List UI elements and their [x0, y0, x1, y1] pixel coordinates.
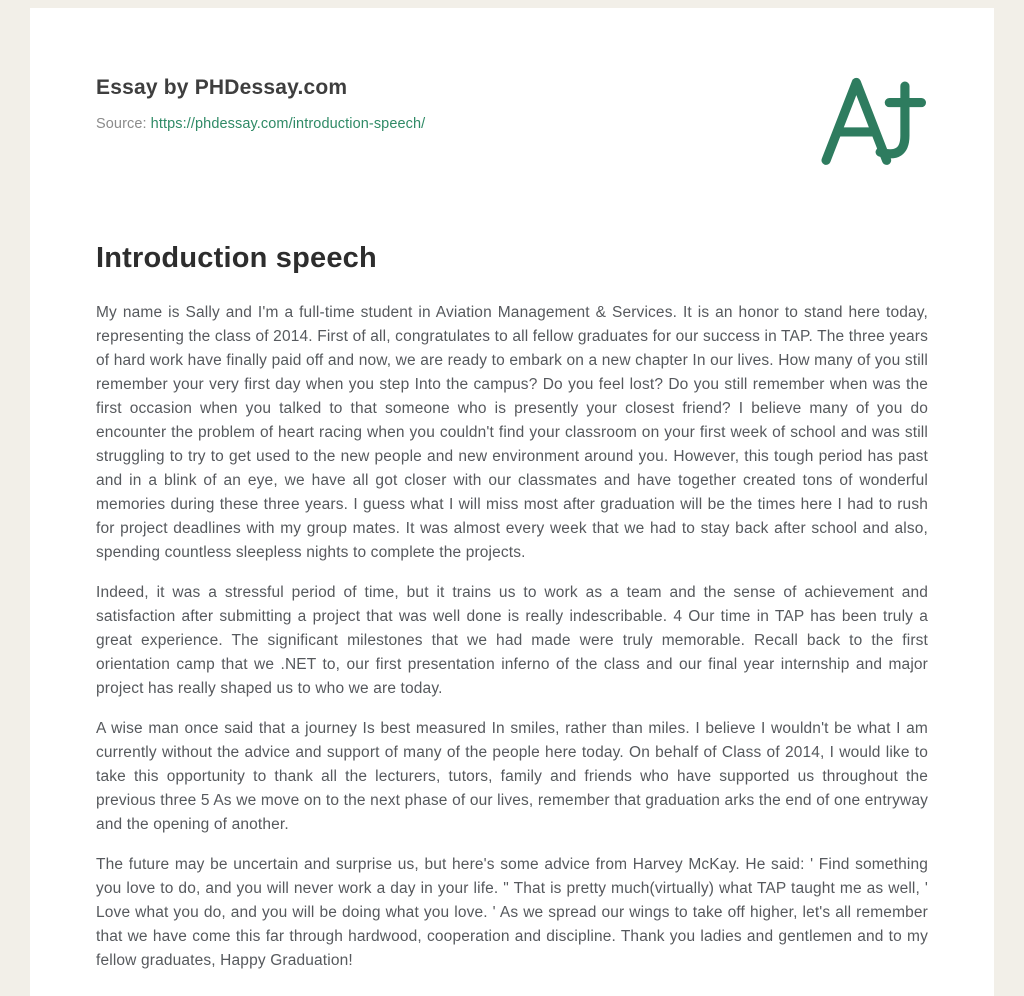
page-title: Introduction speech — [96, 242, 377, 274]
source-line — [96, 116, 425, 132]
source-link[interactable]: https://phdessay.com/introduction-speech/ — [150, 116, 426, 132]
essay-card — [30, 8, 994, 996]
byline: Essay by PHDessay.com — [96, 76, 348, 99]
source-label: Source: — [96, 116, 147, 132]
phdessay-logo-icon — [816, 74, 926, 166]
essay-paragraph: Indeed, it was a stressful period of time, but it trains us to work as a team and the sense of achievement and satisfaction after submitting a project that was well done is really indescribable. 4 Our time in TAP has been truly a great experience. The significant milestones that we had made were truly memorable. Recall back to the first orientation camp that we .NET to, our first presentation inferno of the class and our final year internship and major project has really shaped us to who we are today. — [96, 584, 928, 697]
essay-header — [96, 76, 928, 166]
essay-paragraph: My name is Sally and I'm a full-time student in Aviation Management & Services. It is an honor to stand here today, representing the class of 2014. First of all, congratulates to all fellow graduates for our success in TAP. The three years of hard work have finally paid off and now, we are ready to embark on a new chapter In our lives. How many of you still remember your very first day when you step Into the campus? Do you feel lost? Do you still remember when was the first occasion when you talked to that someone who is presently your closest friend? I believe many of you do encounter the problem of heart racing when you couldn't find your classroom on your first week of school and was still struggling to try to get used to the new people and new environment around you. However, this tough period has past and in a blink of an eye, we have all got closer with our classmates and have together created tons of wonderful memories during these three years. I guess what I will miss most after graduation will be the times here I had to rush for project deadlines with my group mates. It was almost every week that we had to stay back after school and also, spending countless sleepless nights to complete the projects. — [96, 304, 928, 561]
essay-header-text — [96, 76, 425, 132]
essay-body — [96, 301, 928, 973]
essay-paragraph: A wise man once said that a journey Is best measured In smiles, rather than miles. I believe I wouldn't be what I am currently without the advice and support of many of the people here today. On behalf of Class of 2014, I would like to take this opportunity to thank all the lecturers, tutors, family and friends who have supported us throughout the previous three 5 As we move on to the next phase of our lives, remember that graduation arks the end of one entryway and the opening of another. — [96, 720, 928, 833]
essay-paragraph: The future may be uncertain and surprise us, but here's some advice from Harvey McKay. He said: ' Find something you love to do, and you will never work a day in your life. " That is pretty much(virtually) what TAP taught me as well, ' Love what you do, and you will be doing what you love. ' As we spread our wings to take off higher, let's all remember that we have come this far through hardwood, cooperation and discipline. Thank you ladies and gentlemen and to my fellow graduates, Happy Graduation! — [96, 856, 928, 969]
